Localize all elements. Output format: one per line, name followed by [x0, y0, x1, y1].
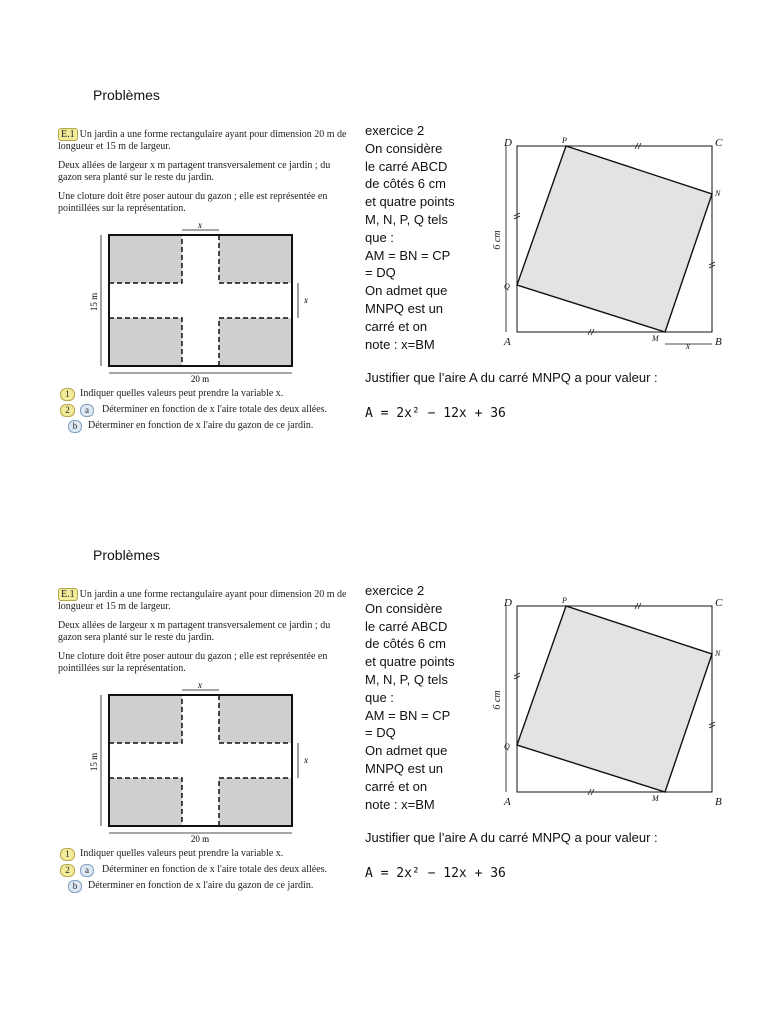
label-m: M	[652, 334, 659, 343]
question-list	[58, 848, 348, 896]
garden-figure	[88, 222, 318, 384]
exercise-line: MNPQ est un	[365, 760, 444, 776]
exercise-line: AM = BN = CP	[365, 707, 451, 723]
question-text: Déterminer en fonction de x l'aire totale des deux allées.	[102, 404, 328, 415]
problem-paragraph-3: Une cloture doit être poser autour du gazon ; elle est représentée en pointillées sur la représentation.	[58, 191, 328, 214]
exercise-line: exercice 2	[365, 123, 425, 138]
square-mnpq	[517, 606, 712, 792]
label-d: D	[504, 597, 512, 609]
exercise-line: = DQ	[365, 265, 396, 281]
exercise-line: carré et on	[365, 778, 428, 794]
exercise-line: le carré ABCD	[365, 618, 448, 634]
exercise-line: On considère	[365, 600, 443, 616]
label-m: M	[652, 794, 659, 803]
label-a: A	[504, 796, 511, 808]
problem-paragraph-3: Une cloture doit être poser autour du gazon ; elle est représentée en pointillées sur la représentation.	[58, 651, 328, 674]
label-x-right: x	[304, 755, 308, 765]
question-letter: a	[80, 864, 94, 877]
problem-paragraph-2: Deux allées de largeur x m partagent transversalement ce jardin ; du gazon sera planté sur le reste du jardin.	[58, 160, 331, 183]
label-height: 15 m	[89, 292, 99, 312]
label-width: 20 m	[190, 834, 210, 844]
label-side: 6 cm	[492, 230, 503, 250]
question-letter: a	[80, 404, 94, 417]
problem-statement	[58, 588, 348, 682]
exercise-line: exercice 2	[365, 583, 425, 598]
exercise-line: On admet que	[365, 283, 448, 299]
lawn-top-left	[109, 235, 182, 283]
problem-paragraph-1	[58, 588, 348, 613]
lawn-bottom-right	[219, 778, 292, 826]
label-side: 6 cm	[492, 690, 503, 710]
exercise-line: M, N, P, Q tels	[365, 671, 448, 687]
question-2b	[58, 420, 348, 432]
justify-text: Justifier que l’aire A du carré MNPQ a pour valeur :	[365, 830, 658, 845]
exercise-line: et quatre points	[365, 654, 455, 670]
lawn-bottom-right	[219, 318, 292, 366]
exercise-line: que :	[365, 689, 394, 705]
square-figure	[490, 132, 730, 350]
question-list	[58, 388, 348, 436]
problem-paragraph-1	[58, 128, 348, 153]
problem-statement	[58, 128, 348, 222]
section-heading: Problèmes	[93, 547, 160, 563]
exercise-line: note : x=BM	[365, 336, 435, 352]
question-number: 1	[60, 848, 75, 861]
label-height: 15 m	[89, 752, 99, 772]
square-figure	[490, 592, 730, 810]
question-2a	[58, 404, 348, 416]
question-2b	[58, 880, 348, 892]
label-c: C	[715, 597, 723, 609]
exercise-tag: E.1	[58, 128, 78, 141]
label-b: B	[715, 336, 722, 348]
exercise-tag: E.1	[58, 588, 78, 601]
lawn-top-right	[219, 235, 292, 283]
label-b: B	[715, 796, 722, 808]
exercise-line: note : x=BM	[365, 796, 435, 812]
exercise-line: que :	[365, 229, 394, 245]
label-x-right: x	[304, 295, 308, 305]
garden-figure	[88, 682, 318, 844]
question-text: Déterminer en fonction de x l'aire du gazon de ce jardin.	[88, 880, 314, 891]
problem-text-1: Un jardin a une forme rectangulaire ayant pour dimension 20 m de longueur et 15 m de largeur.	[58, 589, 347, 612]
label-q: Q	[504, 742, 510, 751]
lawn-top-right	[219, 695, 292, 743]
lawn-bottom-left	[109, 318, 182, 366]
label-n: N	[715, 649, 721, 658]
problem-text-1: Un jardin a une forme rectangulaire ayant pour dimension 20 m de longueur et 15 m de largeur.	[58, 129, 347, 152]
question-number: 2	[60, 404, 75, 417]
label-q: Q	[504, 282, 510, 291]
problem-paragraph-2: Deux allées de largeur x m partagent transversalement ce jardin ; du gazon sera planté sur le reste du jardin.	[58, 620, 331, 643]
exercise-line: MNPQ est un	[365, 300, 444, 316]
exercise-line: = DQ	[365, 725, 396, 741]
exercise-line: le carré ABCD	[365, 158, 448, 174]
exercise-line: de côtés 6 cm	[365, 636, 446, 652]
question-text: Déterminer en fonction de x l'aire totale des deux allées.	[102, 864, 328, 875]
question-1	[58, 848, 348, 860]
question-number: 2	[60, 864, 75, 877]
area-formula: A = 2x² − 12x + 36	[365, 406, 506, 421]
question-letter: b	[68, 420, 82, 433]
exercise-line: de côtés 6 cm	[365, 176, 446, 192]
exercise-text	[365, 122, 477, 353]
label-width: 20 m	[190, 374, 210, 384]
label-n: N	[715, 189, 721, 198]
question-letter: b	[68, 880, 82, 893]
question-text: Déterminer en fonction de x l'aire du gazon de ce jardin.	[88, 420, 314, 431]
exercise-line: On admet que	[365, 743, 448, 759]
page-block-2	[0, 460, 768, 920]
question-number: 1	[60, 388, 75, 401]
label-a: A	[504, 336, 511, 348]
justify-text: Justifier que l’aire A du carré MNPQ a pour valeur :	[365, 370, 658, 385]
label-d: D	[504, 137, 512, 149]
page-block-1	[0, 0, 768, 460]
exercise-line: M, N, P, Q tels	[365, 211, 448, 227]
lawn-bottom-left	[109, 778, 182, 826]
label-p: P	[562, 596, 567, 605]
question-1	[58, 388, 348, 400]
exercise-line: AM = BN = CP	[365, 247, 451, 263]
square-mnpq	[517, 146, 712, 332]
label-x-top: x	[198, 222, 202, 230]
question-text: Indiquer quelles valeurs peut prendre la variable x.	[80, 848, 284, 859]
label-x-top: x	[198, 682, 202, 690]
section-heading: Problèmes	[93, 87, 160, 103]
question-text: Indiquer quelles valeurs peut prendre la variable x.	[80, 388, 284, 399]
exercise-line: et quatre points	[365, 194, 455, 210]
label-c: C	[715, 137, 723, 149]
exercise-line: carré et on	[365, 318, 428, 334]
lawn-top-left	[109, 695, 182, 743]
exercise-text	[365, 582, 477, 813]
area-formula: A = 2x² − 12x + 36	[365, 866, 506, 881]
label-p: P	[562, 136, 567, 145]
question-2a	[58, 864, 348, 876]
exercise-line: On considère	[365, 140, 443, 156]
label-x: x	[686, 341, 690, 350]
